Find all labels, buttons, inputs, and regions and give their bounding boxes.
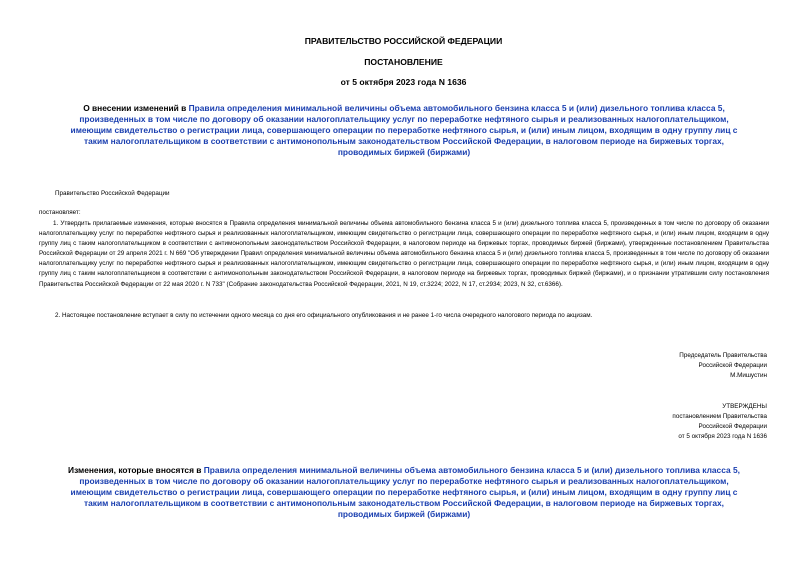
annex-title [62,465,746,520]
paragraph-1: 1. Утвердить прилагаемые изменения, которые вносятся в Правила определения минимальной величины объема автомобильного бензина класса 5 и (или) дизельного топлива класса 5, произведенных в том числе по договору об оказании налогоплательщику услуг по переработке нефтяного сырья и реализованных налогоплательщиком, имеющим свидетельство о регистрации лица, совершающего операции по переработке нефтяного сырья, и (или) иным лицом, входящим в одну группу лиц с таким налогоплательщиком в соответствии с антимонопольным законодательством Российской Федерации, в налоговом периоде на биржевых торгах, проводимых биржей (биржами), утвержденные постановлением Правительства Российской Федерации от 29 апреля 2021 г. N 669 "Об утверждении Правил определения минимальной величины объема автомобильного бензина класса 5 и (или) дизельного топлива класса 5, произведенных в том числе по договору об оказании налогоплательщику услуг по переработке нефтяного сырья и реализованных налогоплательщиком, имеющим свидетельство о регистрации лица, совершающего операции по переработке нефтяного сырья, и (или) иным лицом, входящим в одну группу лиц с таким налогоплательщиком в соответствии с антимонопольным законодательством Российской Федерации, в налоговом периоде на биржевых торгах, проводимых биржей (биржами), и о признании утратившим силу постановления Правительства Российской Федерации от 22 мая 2020 г. N 733" (Собрание законодательства Российской Федерации, 2021, N 19, ст.3224; 2022, N 17, ст.2934; 2023, N 32, ст.6366). [39,220,769,288]
signature-line-1: Председатель Правительства [679,352,767,359]
approval-line-3: Российской Федерации [698,423,767,431]
annex-title-prefix: Изменения, которые вносятся в [68,465,204,475]
signature-line-2: Российской Федерации [698,362,767,370]
rules-link[interactable]: Правила определения минимальной величины объема автомобильного бензина класса 5 и (или) дизельного топлива класса 5, произведенных в том числе по договору об оказании налогоплательщику услуг по переработке нефтяного сырья и реализованных налогоплательщиком, имеющим свидетельство о регистрации лица, совершающего операции по переработке нефтяного сырья, и (или) иным лицом, входящим в одну группу лиц с таким налогоплательщиком в соответствии с антимонопольным законодательством Российской Федерации, в налоговом периоде на биржевых торгах, проводимых биржей (биржами) [70,103,738,157]
approval-block [467,402,767,442]
annex-rules-link[interactable]: Правила определения минимальной величины объема автомобильного бензина класса 5 и (или) дизельного топлива класса 5, произведенных в том числе по договору об оказании налогоплательщику услуг по переработке нефтяного сырья и реализованных налогоплательщиком, имеющим свидетельство о регистрации лица, совершающего операции по переработке нефтяного сырья, и (или) иным лицом, входящим в одну группу лиц с таким налогоплательщиком в соответствии с антимонопольным законодательством Российской Федерации, в налоговом периоде на биржевых торгах, проводимых биржей (биржами) [70,465,740,519]
approval-line-4: от 5 октября 2023 года N 1636 [678,433,767,441]
paragraph-2: 2. Настоящее постановление вступает в силу по истечении одного месяца со дня его официального опубликования и не ранее 1-го числа очередного налогового периода по акцизам. [55,312,593,319]
approval-line-1: УТВЕРЖДЕНЫ [722,403,767,410]
government-heading: ПРАВИТЕЛЬСТВО РОССИЙСКОЙ ФЕДЕРАЦИИ [304,36,503,46]
document-date-number: от 5 октября 2023 года N 1636 [340,77,467,87]
title-prefix: О внесении изменений в [83,103,189,113]
issuer-line: Правительство Российской Федерации [55,190,170,197]
signature-block [467,351,767,381]
decrees-line: постановляет: [39,209,81,216]
document-title [62,103,746,158]
approval-line-2: постановлением Правительства [672,413,767,421]
signature-line-3: М.Мишустин [730,372,767,380]
document-type: ПОСТАНОВЛЕНИЕ [364,57,443,67]
